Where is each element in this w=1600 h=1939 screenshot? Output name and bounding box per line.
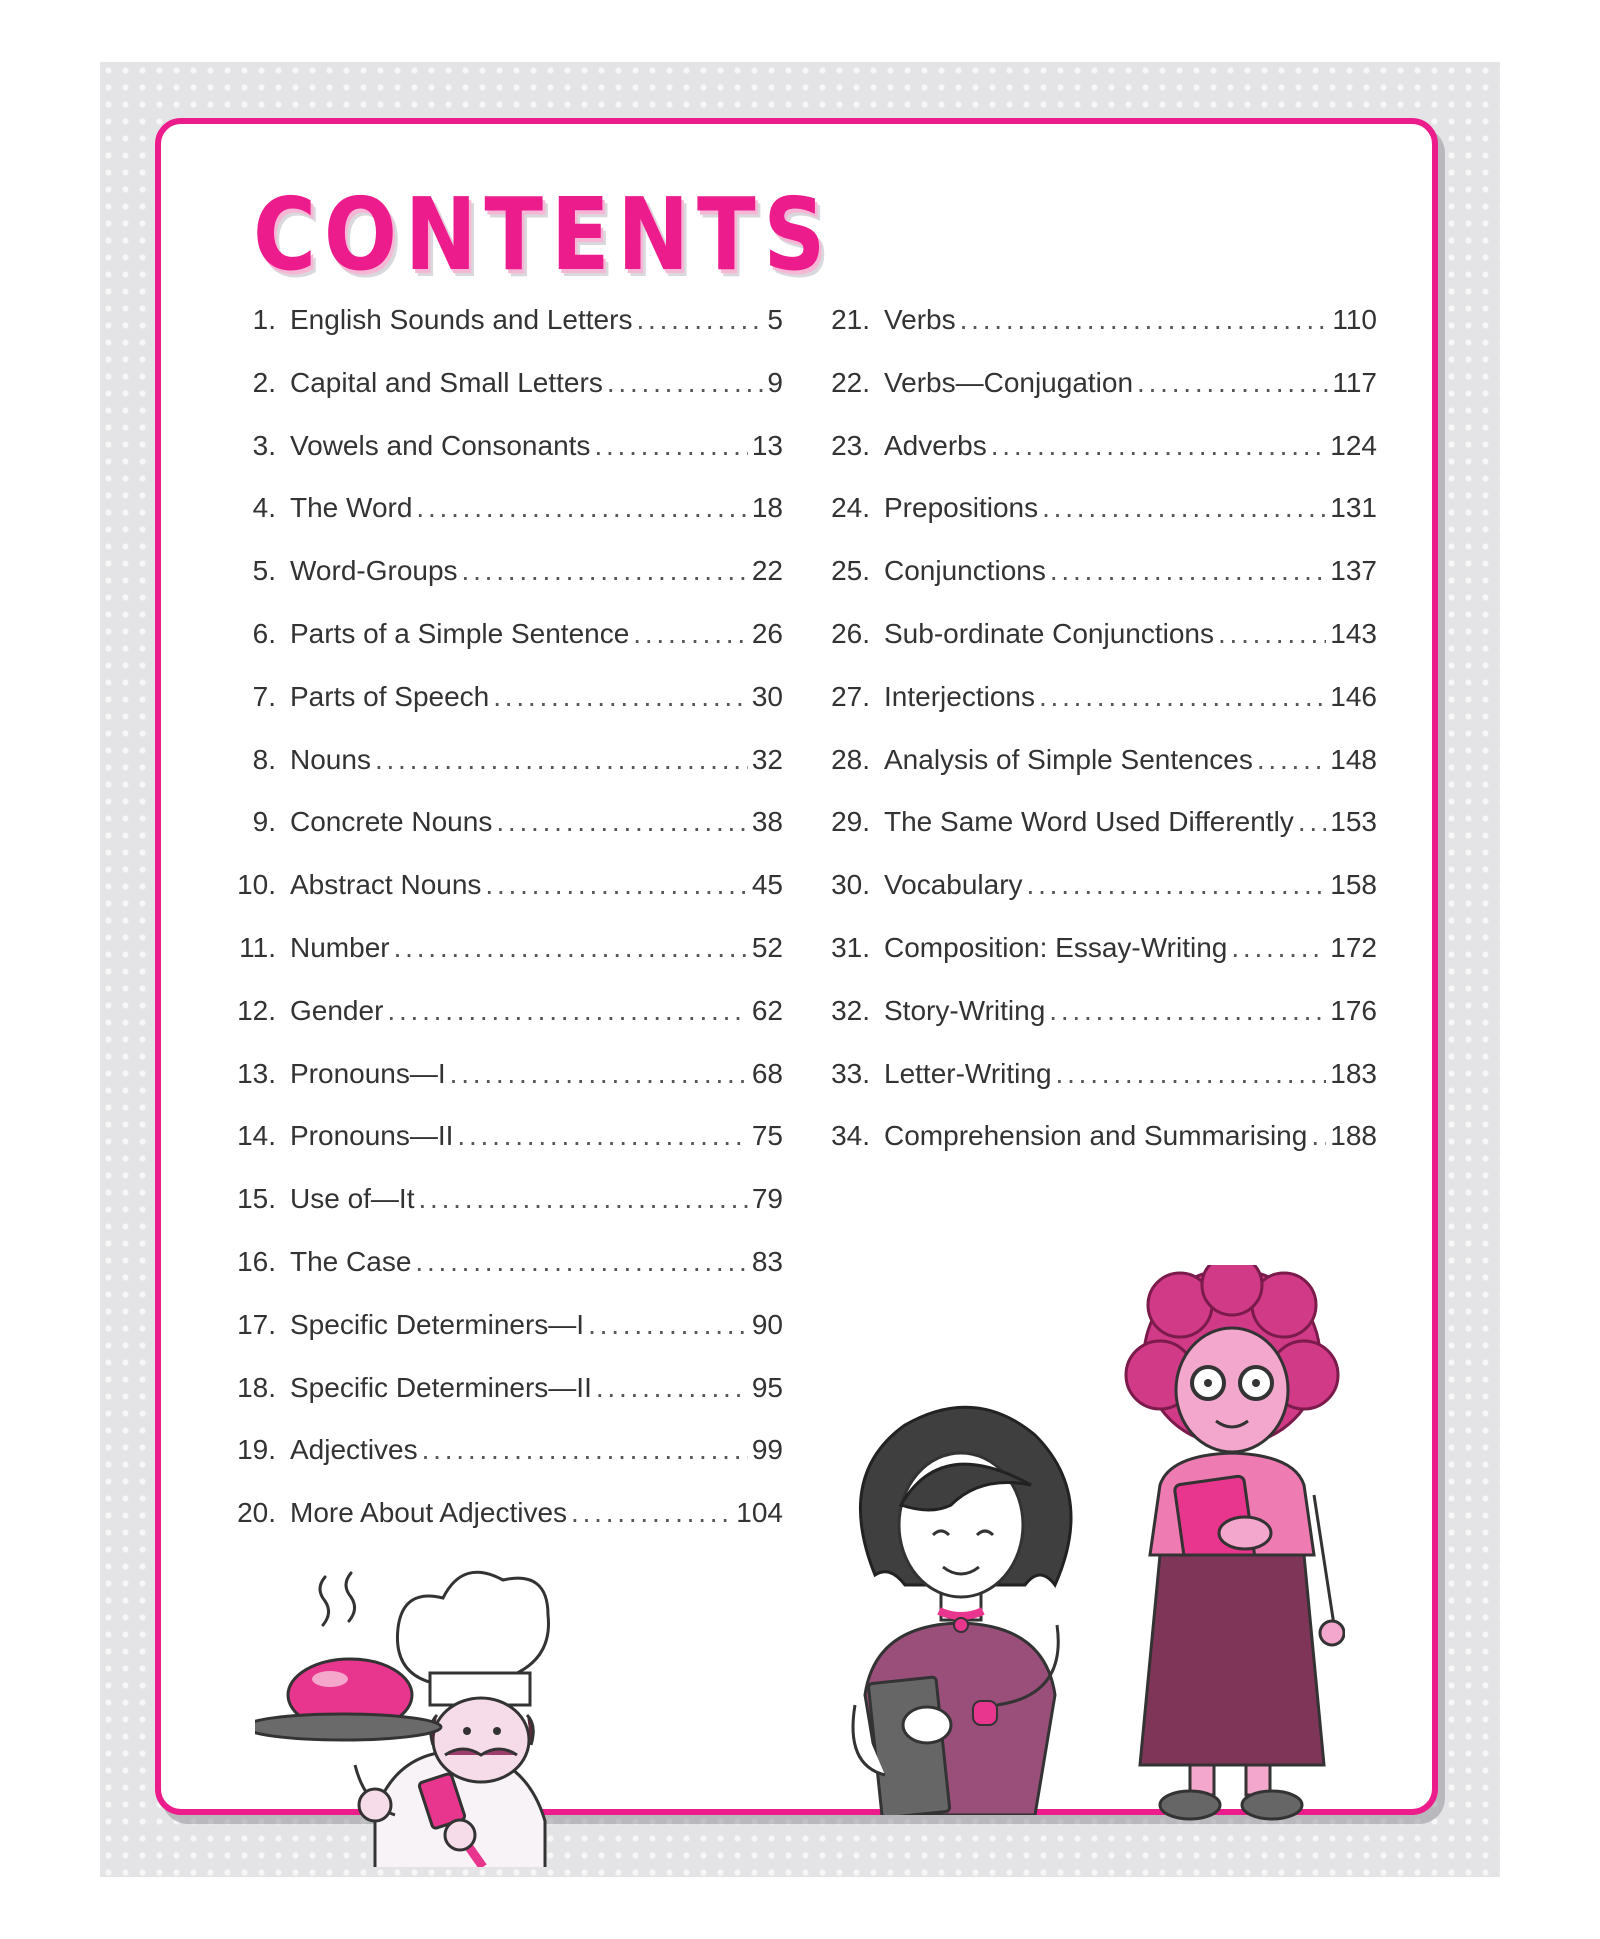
page-title: CONTENTS — [253, 176, 834, 293]
girl-illustration — [815, 1375, 1105, 1815]
toc-entry-page: 158 — [1330, 869, 1377, 901]
toc-entry-number: 3. — [252, 429, 276, 461]
toc-entry-number: 30. — [831, 869, 870, 901]
toc-entry[interactable] — [817, 869, 1377, 932]
toc-entry-page: 38 — [751, 806, 783, 838]
toc-entry-number: 33. — [831, 1057, 870, 1089]
toc-entry-page: 9 — [767, 366, 783, 398]
toc-entry[interactable] — [223, 681, 783, 744]
dot-leader — [1298, 806, 1326, 838]
dot-leader — [1039, 681, 1326, 713]
dot-leader — [418, 1183, 747, 1215]
toc-entry-page: 68 — [751, 1057, 783, 1089]
toc-entry-number: 6. — [252, 617, 276, 649]
toc-entry[interactable] — [223, 1183, 783, 1246]
toc-entry-number: 27. — [831, 680, 870, 712]
toc-entry-number: 24. — [831, 492, 870, 524]
toc-column-right — [817, 304, 1377, 1183]
toc-entry-title: Sub-ordinate Conjunctions — [884, 617, 1214, 649]
dot-leader — [588, 1309, 748, 1341]
toc-entry[interactable] — [817, 492, 1377, 555]
toc-entry[interactable] — [223, 492, 783, 555]
toc-entry-page: 148 — [1330, 743, 1377, 775]
toc-entry-title: Parts of Speech — [290, 680, 490, 712]
toc-entry-title: Verbs—Conjugation — [884, 366, 1134, 398]
toc-entry[interactable] — [223, 1120, 783, 1183]
toc-entry[interactable] — [817, 430, 1377, 493]
toc-entry-page: 45 — [751, 869, 783, 901]
dot-leader — [594, 430, 747, 462]
toc-entry-number: 34. — [831, 1120, 870, 1152]
dot-leader — [1050, 555, 1326, 587]
dot-leader — [450, 1058, 748, 1090]
toc-entry-number: 29. — [831, 806, 870, 838]
toc-entry-number: 21. — [831, 304, 870, 335]
toc-entry-number: 32. — [831, 994, 870, 1026]
dot-leader — [485, 869, 747, 901]
toc-entry-number: 20. — [237, 1497, 276, 1529]
toc-entry-page: 26 — [751, 617, 783, 649]
toc-entry-title: Comprehension and Summarising — [884, 1120, 1308, 1152]
toc-entry-title: The Word — [290, 492, 413, 524]
dot-leader — [1137, 367, 1328, 399]
toc-entry-number: 7. — [252, 680, 276, 712]
toc-entry-title: Composition: Essay-Writing — [884, 931, 1228, 963]
toc-entry-title: Conjunctions — [884, 555, 1046, 587]
toc-entry-title: Nouns — [290, 743, 371, 775]
toc-entry-title: Number — [290, 931, 390, 963]
toc-entry[interactable] — [223, 1246, 783, 1309]
toc-entry[interactable] — [223, 430, 783, 493]
toc-entry-title: Specific Determiners—I — [290, 1308, 585, 1340]
toc-entry[interactable] — [817, 1058, 1377, 1121]
dot-leader — [493, 681, 748, 713]
toc-entry-number: 16. — [237, 1245, 276, 1277]
toc-entry-number: 14. — [237, 1120, 276, 1152]
toc-entry-page: 124 — [1330, 429, 1377, 461]
toc-entry-number: 18. — [237, 1371, 276, 1403]
toc-entry-page: 146 — [1330, 680, 1377, 712]
toc-entry-page: 172 — [1330, 931, 1377, 963]
toc-entry-title: Parts of a Simple Sentence — [290, 617, 630, 649]
toc-entry-page: 137 — [1330, 555, 1377, 587]
dot-leader — [1218, 618, 1326, 650]
toc-entry-title: Adverbs — [884, 429, 987, 461]
toc-entry-page: 131 — [1330, 492, 1377, 524]
dot-leader — [1311, 1120, 1326, 1152]
toc-entry-page: 90 — [751, 1308, 783, 1340]
toc-entry[interactable] — [223, 806, 783, 869]
toc-entry[interactable] — [817, 304, 1377, 367]
toc-entry-title: Story-Writing — [884, 994, 1046, 1026]
dot-leader — [496, 806, 748, 838]
dot-leader — [375, 744, 748, 776]
toc-entry-title: Pronouns—I — [290, 1057, 446, 1089]
toc-entry-title: Gender — [290, 994, 384, 1026]
toc-entry-title: Use of—It — [290, 1183, 415, 1215]
toc-entry-page: 153 — [1330, 806, 1377, 838]
toc-entry-title: Pronouns—II — [290, 1120, 454, 1152]
toc-entry-title: Specific Determiners—II — [290, 1371, 592, 1403]
dot-leader — [991, 430, 1327, 462]
toc-entry[interactable] — [223, 618, 783, 681]
dot-leader — [1231, 932, 1326, 964]
dot-leader — [607, 367, 764, 399]
dot-leader — [1042, 492, 1326, 524]
toc-entry-title: English Sounds and Letters — [290, 304, 633, 335]
toc-column-left — [223, 304, 783, 1560]
dot-leader — [1049, 995, 1326, 1027]
toc-entry[interactable] — [223, 995, 783, 1058]
toc-entry[interactable] — [223, 1058, 783, 1121]
toc-entry-number: 5. — [252, 555, 276, 587]
toc-entry-number: 12. — [237, 994, 276, 1026]
toc-entry-number: 9. — [252, 806, 276, 838]
chef-illustration — [255, 1555, 615, 1867]
toc-entry-page: 30 — [751, 680, 783, 712]
toc-entry-number: 13. — [237, 1057, 276, 1089]
toc-entry-number: 22. — [831, 366, 870, 398]
dot-leader — [462, 555, 748, 587]
toc-entry-page: 95 — [751, 1371, 783, 1403]
toc-entry-number: 11. — [239, 931, 276, 963]
toc-entry[interactable] — [817, 744, 1377, 807]
dot-leader — [416, 492, 747, 524]
toc-entry-title: Prepositions — [884, 492, 1039, 524]
toc-entry-number: 28. — [831, 743, 870, 775]
toc-entry[interactable] — [817, 555, 1377, 618]
toc-entry[interactable] — [223, 1309, 783, 1372]
toc-entry-title: Analysis of Simple Sentences — [884, 743, 1253, 775]
toc-entry[interactable] — [817, 367, 1377, 430]
toc-entry-number: 2. — [252, 366, 276, 398]
toc-entry-page: 143 — [1330, 617, 1377, 649]
toc-entry[interactable] — [817, 1120, 1377, 1183]
toc-entry-title: Word-Groups — [290, 555, 458, 587]
dot-leader — [387, 995, 747, 1027]
dot-leader — [571, 1497, 732, 1529]
toc-entry-number: 8. — [252, 743, 276, 775]
toc-entry-page: 79 — [751, 1183, 783, 1215]
toc-entry-number: 10. — [237, 869, 276, 901]
toc-entry-title: Letter-Writing — [884, 1057, 1052, 1089]
toc-entry-page: 62 — [751, 994, 783, 1026]
dot-leader — [960, 304, 1329, 336]
toc-entry-title: Concrete Nouns — [290, 806, 493, 838]
toc-entry-page: 22 — [751, 555, 783, 587]
toc-entry-title: The Case — [290, 1245, 412, 1277]
toc-entry-page: 32 — [751, 743, 783, 775]
toc-entry-title: Abstract Nouns — [290, 869, 482, 901]
toc-entry-page: 52 — [751, 931, 783, 963]
toc-entry[interactable] — [817, 932, 1377, 995]
dot-leader — [1027, 869, 1327, 901]
toc-entry-number: 1. — [252, 304, 276, 335]
toc-entry-page: 183 — [1330, 1057, 1377, 1089]
toc-entry-page: 110 — [1332, 304, 1377, 335]
dot-leader — [633, 618, 748, 650]
toc-entry-number: 19. — [237, 1434, 276, 1466]
toc-entry[interactable] — [817, 618, 1377, 681]
toc-entry-number: 23. — [831, 429, 870, 461]
toc-entry[interactable] — [223, 555, 783, 618]
dot-leader — [394, 932, 748, 964]
toc-entry[interactable] — [223, 869, 783, 932]
toc-entry-title: Verbs — [884, 304, 956, 335]
toc-entry[interactable] — [817, 681, 1377, 744]
toc-entry-page: 99 — [751, 1434, 783, 1466]
dot-leader — [636, 304, 763, 336]
toc-entry-title: The Same Word Used Differently — [884, 806, 1294, 838]
woman-illustration — [1120, 1265, 1345, 1830]
toc-entry-number: 26. — [831, 617, 870, 649]
dot-leader — [1056, 1058, 1327, 1090]
toc-entry-title: More About Adjectives — [290, 1497, 568, 1529]
dot-leader — [1257, 744, 1326, 776]
toc-entry-title: Capital and Small Letters — [290, 366, 603, 398]
toc-entry-page: 83 — [751, 1245, 783, 1277]
toc-entry-page: 5 — [767, 304, 783, 335]
dot-leader — [415, 1246, 747, 1278]
toc-entry-page: 13 — [751, 429, 783, 461]
toc-entry[interactable] — [223, 744, 783, 807]
toc-entry-page: 188 — [1330, 1120, 1377, 1152]
dot-leader — [422, 1434, 748, 1466]
dot-leader — [457, 1120, 747, 1152]
toc-entry[interactable] — [223, 932, 783, 995]
toc-entry[interactable] — [223, 304, 783, 367]
toc-entry[interactable] — [817, 995, 1377, 1058]
dot-leader — [596, 1372, 748, 1404]
toc-entry-number: 4. — [252, 492, 276, 524]
toc-entry[interactable] — [223, 1434, 783, 1497]
toc-entry[interactable] — [817, 806, 1377, 869]
toc-entry-number: 15. — [237, 1183, 276, 1215]
toc-entry[interactable] — [223, 367, 783, 430]
toc-entry-page: 117 — [1332, 366, 1377, 398]
toc-entry-title: Adjectives — [290, 1434, 418, 1466]
toc-entry-page: 18 — [751, 492, 783, 524]
toc-entry[interactable] — [223, 1497, 783, 1560]
toc-entry-page: 176 — [1330, 994, 1377, 1026]
toc-entry-title: Vowels and Consonants — [290, 429, 591, 461]
toc-entry-number: 25. — [831, 555, 870, 587]
toc-entry-title: Interjections — [884, 680, 1035, 712]
toc-entry-page: 104 — [736, 1497, 783, 1529]
toc-entry[interactable] — [223, 1372, 783, 1435]
toc-entry-number: 31. — [831, 931, 870, 963]
toc-entry-page: 75 — [751, 1120, 783, 1152]
toc-entry-number: 17. — [237, 1308, 276, 1340]
toc-entry-title: Vocabulary — [884, 869, 1023, 901]
